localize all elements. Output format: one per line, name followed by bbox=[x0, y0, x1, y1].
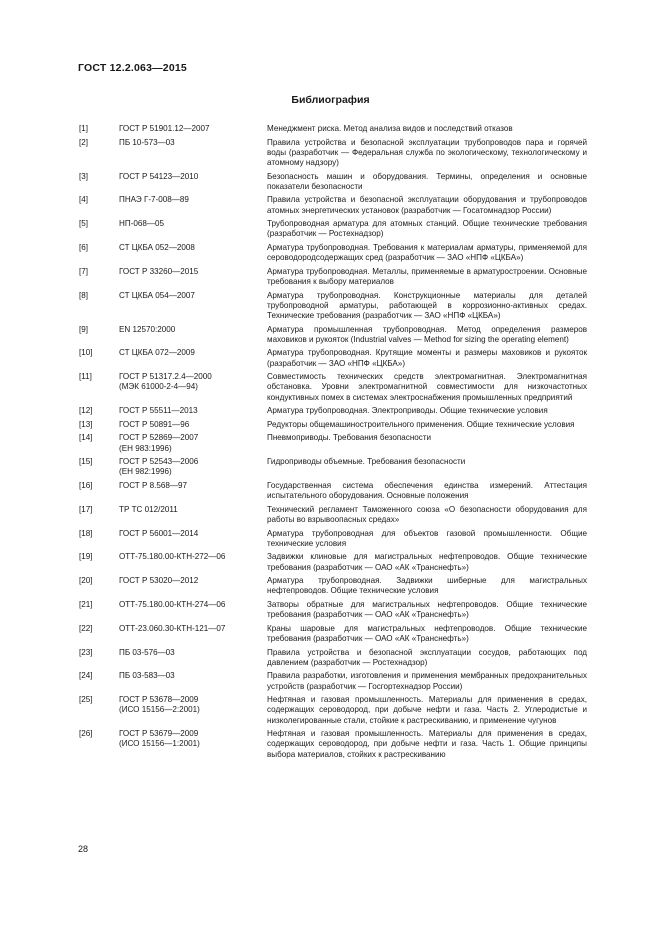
entry-reference bbox=[119, 648, 267, 668]
bibliography-entry bbox=[79, 457, 587, 477]
entry-description: Менеджмент риска. Метод анализа видов и последствий отказов bbox=[267, 124, 513, 133]
entry-description: Арматура трубопроводная для объектов газовой промышленности. Общие технические условия bbox=[267, 528, 587, 548]
entry-reference bbox=[119, 624, 267, 644]
reference-line: ГОСТ Р 8.568—97 bbox=[119, 480, 187, 490]
bibliography-entry bbox=[79, 172, 587, 192]
entry-number: [13] bbox=[79, 419, 93, 429]
entry-reference bbox=[119, 325, 267, 345]
entry-description: Затворы обратные для магистральных нефтепроводов. Общие технические требования (разработчик — ОАО «АК «Транснефть») bbox=[267, 599, 587, 620]
entry-description: Правила устройства и безопасной эксплуатации трубопроводов пара и горячей воды (разработчик — Федеральная служба по экологическому, технологическому и атомному надзору) bbox=[267, 137, 587, 167]
entry-number: [19] bbox=[79, 552, 93, 562]
bibliography-entry bbox=[79, 505, 587, 525]
entry-number: [3] bbox=[79, 171, 88, 181]
bibliography-entry bbox=[79, 600, 587, 620]
bibliography-entry bbox=[79, 529, 587, 549]
entry-reference bbox=[119, 172, 267, 192]
entry-description: Арматура промышленная трубопроводная. Метод определения размеров маховиков и рукояток (Industrial valves — Method for sizing the operating element) bbox=[267, 324, 587, 344]
entry-description: Гидроприводы объемные. Требования безопасности bbox=[267, 457, 466, 467]
entry-number: [8] bbox=[79, 290, 88, 300]
bibliography-entry bbox=[79, 695, 587, 726]
bibliography-entry bbox=[79, 576, 587, 596]
entry-number: [25] bbox=[79, 695, 93, 705]
entry-number: [10] bbox=[79, 348, 93, 358]
entry-description: Арматура трубопроводная. Крутящие моменты и размеры маховиков и рукояток (разработчик — ЗАО «НПФ «ЦКБА») bbox=[267, 348, 587, 368]
entry-reference bbox=[119, 291, 267, 322]
bibliography-entry bbox=[79, 325, 587, 345]
bibliography-entry bbox=[79, 124, 587, 134]
bibliography-entry bbox=[79, 552, 587, 572]
reference-line: ТР ТС 012/2011 bbox=[119, 504, 178, 514]
bibliography-entry bbox=[79, 481, 587, 501]
entry-reference bbox=[119, 372, 267, 403]
entry-description: Трубопроводная арматура для атомных станций. Общие технические требования (разработчик — Ростехнадзор) bbox=[267, 219, 587, 239]
reference-line: (ИСО 15156—1:2001) bbox=[119, 739, 200, 749]
bibliography-entry bbox=[79, 624, 587, 644]
reference-line: ГОСТ Р 54123—2010 bbox=[119, 171, 199, 181]
entry-description: Задвижки клиновые для магистральных нефтепроводов. Общие технические требования (разработчик — ОАО «АК «Транснефть») bbox=[267, 552, 587, 572]
entry-number: [20] bbox=[79, 576, 93, 586]
entry-description: Правила устройства и безопасной эксплуатации оборудования и трубопроводов атомных энергетических установок (разработчик — Госатомнадзор России) bbox=[267, 195, 587, 215]
reference-line: ОТТ-75.180.00-КТН-274—06 bbox=[119, 599, 226, 609]
entry-number: [22] bbox=[79, 623, 93, 633]
entry-description: Нефтяная и газовая промышленность. Материалы для применения в средах, содержащих сероводород, при добыче нефти и газа. Часть 1. Общие принципы выбора материалов, стойких к растрескиванию bbox=[267, 729, 587, 759]
entry-reference bbox=[119, 243, 267, 263]
bibliography-list bbox=[79, 124, 587, 763]
entry-number: [21] bbox=[79, 599, 93, 609]
reference-line: ГОСТ Р 51901.12—2007 bbox=[119, 124, 210, 133]
entry-description: Арматура трубопроводная. Электроприводы. Общие технические условия bbox=[267, 406, 548, 416]
bibliography-entry bbox=[79, 729, 587, 760]
page-number: 28 bbox=[78, 844, 89, 854]
entry-reference bbox=[119, 420, 267, 430]
entry-description: Нефтяная и газовая промышленность. Материалы для применения в средах, содержащих сероводород, при добыче нефти и газа. Часть 2. Углеродистые и низколегированные стали, стойкие к растрескиванию, и применение чугунов bbox=[267, 695, 587, 725]
entry-number: [2] bbox=[79, 137, 88, 147]
entry-description: Арматура трубопроводная. Требования к материалам арматуры, применяемой для сероводородсодержащих сред (разработчик — ЗАО «НПФ «ЦКБА») bbox=[267, 242, 587, 263]
entry-description: Совместимость технических средств электромагнитная. Электромагнитная обстановка. Уровни электромагнитной совместимости для низкочастотных кондуктивных помех в системах электроснабжения промышленных предприятий bbox=[267, 372, 587, 402]
reference-line: ОТТ-75.180.00-КТН-272—06 bbox=[119, 552, 226, 562]
entry-number: [4] bbox=[79, 195, 88, 205]
entry-number: [18] bbox=[79, 528, 93, 538]
entry-reference bbox=[119, 348, 267, 368]
entry-description: Арматура трубопроводная. Металлы, применяемые в арматуростроении. Основные требования к выбору материалов bbox=[267, 266, 587, 286]
reference-line: ГОСТ Р 52543—2006 bbox=[119, 457, 199, 467]
bibliography-entry bbox=[79, 671, 587, 691]
reference-line: ГОСТ Р 52869—2007 bbox=[119, 433, 199, 443]
entry-number: [23] bbox=[79, 647, 93, 657]
bibliography-entry bbox=[79, 195, 587, 215]
entry-reference bbox=[119, 481, 267, 501]
entry-description: Арматура трубопроводная. Конструкционные материалы для деталей трубопроводной арматуры, работающей в коррозионно-активных средах. Технические требования (разработчик — ЗАО «НПФ «ЦКБА») bbox=[267, 290, 587, 320]
section-title: Библиография bbox=[291, 94, 370, 106]
bibliography-entry bbox=[79, 433, 587, 453]
entry-description: Правила разработки, изготовления и применения мембранных предохранительных устройств (разработчик — Госгортехнадзор России) bbox=[267, 671, 587, 691]
bibliography-entry bbox=[79, 406, 587, 416]
entry-number: [15] bbox=[79, 457, 93, 467]
entry-reference bbox=[119, 457, 267, 477]
bibliography-entry bbox=[79, 267, 587, 287]
entry-description: Технический регламент Таможенного союза «О безопасности оборудования для работы во взрывоопасных средах» bbox=[267, 504, 587, 524]
entry-reference bbox=[119, 124, 267, 134]
reference-line: ГОСТ Р 33260—2015 bbox=[119, 266, 199, 276]
entry-reference bbox=[119, 138, 267, 169]
reference-line: ГОСТ Р 55511—2013 bbox=[119, 406, 198, 416]
reference-line: ГОСТ Р 53679—2009 bbox=[119, 729, 199, 739]
entry-reference bbox=[119, 195, 267, 215]
entry-reference bbox=[119, 671, 267, 691]
reference-line: EN 12570:2000 bbox=[119, 324, 176, 334]
entry-number: [5] bbox=[79, 219, 88, 229]
entry-description: Пневмоприводы. Требования безопасности bbox=[267, 433, 432, 443]
bibliography-entry bbox=[79, 138, 587, 169]
entry-number: [26] bbox=[79, 729, 93, 739]
entry-description: Арматура трубопроводная. Задвижки шиберные для магистральных нефтепроводов. Общие технические условия bbox=[267, 576, 587, 596]
entry-reference bbox=[119, 433, 267, 453]
entry-number: [1] bbox=[79, 124, 88, 133]
entry-number: [24] bbox=[79, 671, 93, 681]
bibliography-entry bbox=[79, 291, 587, 322]
bibliography-entry bbox=[79, 219, 587, 239]
entry-description: Краны шаровые для магистральных нефтепроводов. Общие технические требования (разработчик — ОАО «АК «Транснефть») bbox=[267, 623, 587, 643]
bibliography-entry bbox=[79, 648, 587, 668]
entry-description: Редукторы общемашиностроительного применения. Общие технические условия bbox=[267, 419, 575, 429]
entry-description: Государственная система обеспечения единства измерений. Аттестация испытательного оборудования. Основные положения bbox=[267, 480, 587, 501]
document-header: ГОСТ 12.2.063—2015 bbox=[78, 62, 187, 74]
entry-description: Правила устройства и безопасной эксплуатации сосудов, работающих под давлением (разработчик — Ростехнадзор) bbox=[267, 647, 587, 667]
reference-line: (ИСО 15156—2:2001) bbox=[119, 705, 200, 715]
reference-line: ГОСТ Р 53020—2012 bbox=[119, 576, 199, 586]
entry-reference bbox=[119, 505, 267, 525]
reference-line: СТ ЦКБА 052—2008 bbox=[119, 242, 195, 252]
entry-reference bbox=[119, 529, 267, 549]
reference-line: ПБ 03-583—03 bbox=[119, 671, 175, 681]
bibliography-entry bbox=[79, 420, 587, 430]
bibliography-entry bbox=[79, 372, 587, 403]
reference-line: ПБ 10-573—03 bbox=[119, 137, 175, 147]
entry-number: [17] bbox=[79, 504, 93, 514]
reference-line: (ЕН 982:1996) bbox=[119, 467, 172, 477]
entry-reference bbox=[119, 729, 267, 760]
entry-number: [9] bbox=[79, 324, 88, 334]
reference-line: (ЕН 983:1996) bbox=[119, 443, 172, 453]
entry-description: Безопасность машин и оборудования. Термины, определения и основные показатели безопасности bbox=[267, 171, 587, 191]
reference-line: НП-068—05 bbox=[119, 219, 164, 229]
reference-line: ОТТ-23.060.30-КТН-121—07 bbox=[119, 623, 226, 633]
entry-reference bbox=[119, 600, 267, 620]
reference-line: СТ ЦКБА 072—2009 bbox=[119, 348, 195, 358]
entry-number: [6] bbox=[79, 242, 88, 252]
entry-number: [12] bbox=[79, 406, 93, 416]
entry-reference bbox=[119, 267, 267, 287]
entry-reference bbox=[119, 552, 267, 572]
reference-line: ПБ 03-576—03 bbox=[119, 647, 175, 657]
entry-reference bbox=[119, 576, 267, 596]
reference-line: ГОСТ Р 51317.2.4—2000 bbox=[119, 372, 212, 382]
reference-line: ГОСТ Р 53678—2009 bbox=[119, 695, 199, 705]
bibliography-entry bbox=[79, 348, 587, 368]
entry-number: [16] bbox=[79, 480, 93, 490]
reference-line: (МЭК 61000-2-4—94) bbox=[119, 382, 198, 392]
reference-line: ПНАЭ Г-7-008—89 bbox=[119, 195, 189, 205]
reference-line: ГОСТ Р 50891—96 bbox=[119, 419, 190, 429]
entry-number: [14] bbox=[79, 433, 93, 443]
bibliography-entry bbox=[79, 243, 587, 263]
entry-reference bbox=[119, 406, 267, 416]
reference-line: СТ ЦКБА 054—2007 bbox=[119, 290, 195, 300]
entry-reference bbox=[119, 219, 267, 239]
reference-line: ГОСТ Р 56001—2014 bbox=[119, 528, 199, 538]
entry-number: [11] bbox=[79, 372, 92, 382]
entry-number: [7] bbox=[79, 266, 88, 276]
entry-reference bbox=[119, 695, 267, 726]
